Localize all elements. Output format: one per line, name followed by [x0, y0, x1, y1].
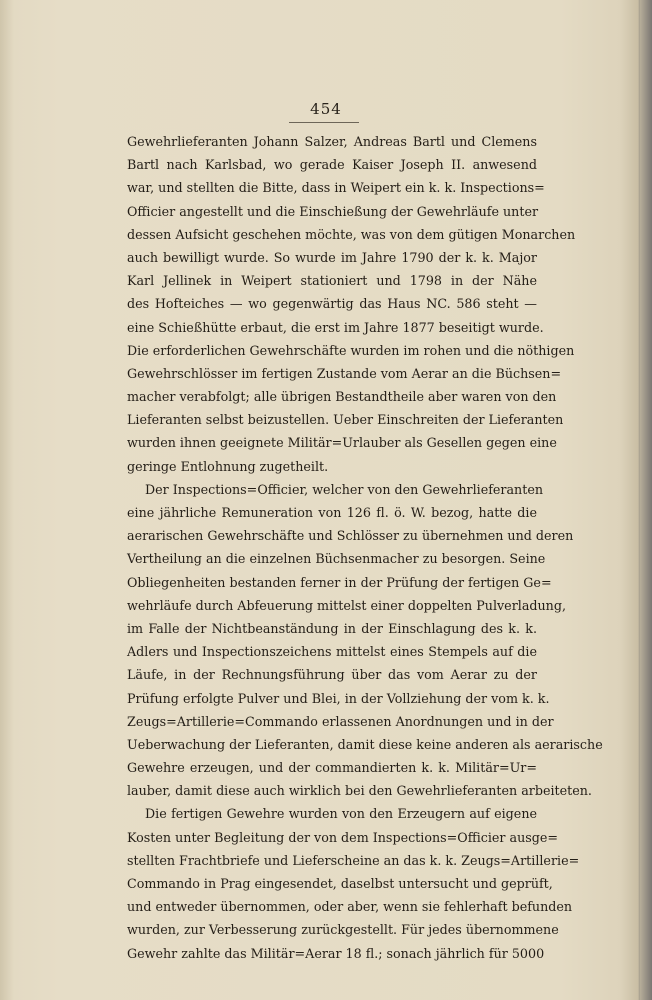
page-edge-shadow	[640, 0, 652, 1000]
text-line: Gewehre erzeugen, und der commandierten k. k. Militär=Ur=	[127, 760, 537, 776]
text-line: Vertheilung an die einzelnen Büchsenmacher zu besorgen. Seine	[127, 551, 546, 567]
text-line: Die fertigen Gewehre wurden von den Erzeugern auf eigene	[145, 806, 537, 822]
text-line: aerarischen Gewehrschäfte und Schlösser zu übernehmen und deren	[127, 528, 574, 544]
page-number-rule	[289, 122, 359, 123]
text-line: Die erforderlichen Gewehrschäfte wurden im rohen und die nöthigen	[127, 342, 575, 358]
text-line: geringe Entlohnung zugetheilt.	[127, 458, 329, 474]
text-line: Adlers und Inspectionszeichens mittelst eines Stempels auf die	[127, 644, 537, 660]
text-line: des Hofteiches — wo gegenwärtig das Haus NC. 586 steht —	[127, 296, 537, 312]
text-line: wurden ihnen geeignete Militär=Urlauber als Gesellen gegen eine	[127, 435, 557, 451]
text-line: dessen Aufsicht geschehen möchte, was von dem gütigen Monarchen	[127, 226, 576, 242]
text-line: Prüfung erfolgte Pulver und Blei, in der Vollziehung der vom k. k.	[127, 690, 550, 706]
text-line: Officier angestellt und die Einschießung der Gewehrläufe unter	[127, 203, 539, 219]
page-number: 454	[310, 100, 342, 118]
text-line: macher verabfolgt; alle übrigen Bestandtheile aber waren von den	[127, 389, 557, 405]
text-line: Karl Jellinek in Weipert stationiert und 1798 in der Nähe	[127, 273, 537, 289]
text-line: Gewehrlieferanten Johann Salzer, Andreas Bartl und Clemens	[127, 134, 537, 149]
text-line: eine jährliche Remuneration von 126 fl. ö. W. bezog, hatte die	[127, 505, 537, 520]
text-line: Bartl nach Karlsbad, wo gerade Kaiser Joseph II. anwesend	[127, 157, 537, 173]
text-line: lauber, damit diese auch wirklich bei den Gewehrlieferanten arbeiteten.	[127, 783, 592, 799]
text-line: Kosten unter Begleitung der von dem Inspections=Officier ausge=	[127, 829, 559, 845]
text-line: auch bewilligt wurde. So wurde im Jahre 1790 der k. k. Major	[127, 249, 537, 265]
text-line: Lieferanten selbst beizustellen. Ueber Einschreiten der Lieferanten	[127, 412, 564, 428]
text-line: stellten Frachtbriefe und Lieferscheine an das k. k. Zeugs=Artillerie=	[127, 852, 580, 868]
text-line: im Falle der Nichtbeanständung in der Einschlagung des k. k.	[127, 620, 537, 636]
text-line: Gewehr zahlte das Militär=Aerar 18 fl.; sonach jährlich für 5000	[127, 945, 545, 961]
text-line: Läufe, in der Rechnungsführung über das vom Aerar zu der	[127, 667, 537, 683]
body-text	[127, 130, 603, 965]
text-line: war, und stellten die Bitte, dass in Weipert ein k. k. Inspections=	[127, 180, 545, 196]
text-line: Ueberwachung der Lieferanten, damit diese keine anderen als aerarische	[127, 736, 603, 752]
text-line: Der Inspections=Officier, welcher von den Gewehrlieferanten	[145, 481, 544, 497]
text-line: Commando in Prag eingesendet, daselbst untersucht und geprüft,	[127, 876, 553, 891]
text-line: eine Schießhütte erbaut, die erst im Jahre 1877 beseitigt wurde.	[127, 319, 544, 335]
text-line: und entweder übernommen, oder aber, wenn sie fehlerhaft befunden	[127, 899, 573, 915]
text-line: Zeugs=Artillerie=Commando erlassenen Anordnungen und in der	[127, 713, 554, 729]
text-line: Obliegenheiten bestanden ferner in der Prüfung der fertigen Ge=	[127, 574, 552, 590]
text-line: wehrläufe durch Abfeuerung mittelst einer doppelten Pulverladung,	[127, 597, 567, 613]
text-line: wurden, zur Verbesserung zurückgestellt. Für jedes übernommene	[127, 922, 559, 938]
text-line: Gewehrschlösser im fertigen Zustande vom Aerar an die Büchsen=	[127, 365, 562, 381]
